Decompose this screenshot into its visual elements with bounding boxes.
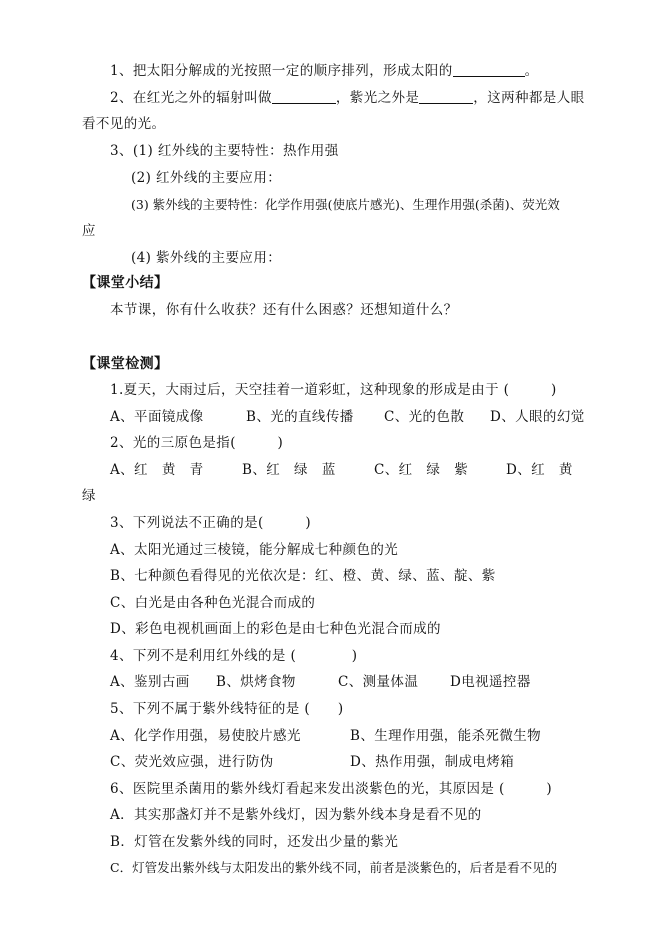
test-q2-options: [110, 461, 573, 479]
option-c: C．灯管发出紫外线与太阳发出的紫外线不同，前者是淡紫色的，后者是看不见的: [110, 860, 558, 875]
summary-text: 本节课，你有什么收获？还有什么困惑？还想知道什么？: [110, 302, 458, 318]
option-b: B．灯管在发紫外线的同时，还发出少量的紫光: [110, 834, 399, 850]
option-b: B、烘烤食物: [216, 674, 296, 690]
test-q4-stem: 4、下列不是利用红外线的是 ( ): [110, 648, 358, 664]
test-q5-stem: 5、下列不属于紫外线特征的是 ( ): [110, 701, 344, 717]
review-q3-1: 3、(1) 红外线的主要特性：热作用强: [110, 143, 339, 159]
test-q2-option-wrap: 绿: [82, 488, 96, 504]
review-q2-text-b: ，紫光之外是: [335, 90, 420, 106]
answer-blank: [272, 89, 336, 104]
option-d: D、人眼的幻觉: [490, 409, 585, 425]
test-q3-stem: 3、下列说法不正确的是( ): [110, 515, 312, 531]
option-c: C、光的色散: [384, 409, 465, 425]
option-d: D电视遥控器: [450, 674, 531, 690]
option-a: A、平面镜成像: [110, 409, 204, 425]
review-q3-4: (4) 紫外线的主要应用：: [131, 250, 282, 266]
review-q2: [110, 89, 585, 107]
option-a: A、太阳光通过三棱镜，能分解成七种颜色的光: [110, 542, 399, 558]
option-d: D、彩色电视机画面上的彩色是由七种色光混合而成的: [110, 621, 441, 637]
option-b: B、生理作用强，能杀死微生物: [350, 728, 542, 744]
answer-blank: [453, 62, 525, 77]
test-heading: 【课堂检测】: [82, 356, 169, 372]
test-q5-options-row2: [110, 753, 514, 771]
review-q2-text-a: 2、在红光之外的辐射叫做: [110, 90, 272, 106]
test-q6-stem: 6、医院里杀菌用的紫外线灯看起来发出淡紫色的光，其原因是 ( ): [110, 781, 553, 797]
review-q3-3-wrap: 应: [82, 223, 96, 239]
option-b: B、光的直线传播: [246, 409, 354, 425]
review-q3-3: (3) 紫外线的主要特性：化学作用强(使底片感光)、生理作用强(杀菌)、荧光效: [131, 197, 560, 212]
review-q2-line2: 看不见的光。: [82, 116, 166, 132]
test-q1-options: [110, 408, 585, 426]
option-d: D、红 黄: [506, 462, 573, 478]
review-q3-2: (2) 红外线的主要应用：: [131, 170, 282, 186]
option-c: C、白光是由各种色光混合而成的: [110, 595, 316, 611]
test-q1-stem: 1.夏天，大雨过后，天空挂着一道彩虹，这种现象的形成是由于 ( ): [110, 382, 557, 398]
option-d: D、热作用强，制成电烤箱: [350, 754, 515, 770]
option-b: B、红 绿 蓝: [242, 462, 336, 478]
test-q5-options-row1: [110, 727, 541, 745]
option-a: A、红 黄 青: [110, 462, 204, 478]
option-a: A、化学作用强，易使胶片感光: [110, 728, 301, 744]
review-q1-end: 。: [524, 63, 539, 79]
option-a: A．其实那盏灯并不是紫外线灯，因为紫外线本身是看不见的: [110, 807, 482, 823]
review-q1: [110, 62, 539, 80]
review-q1-text: 1、把太阳分解成的光按照一定的顺序排列，形成太阳的: [110, 63, 453, 79]
test-q4-options: [110, 673, 531, 691]
option-c: C、红 绿 紫: [374, 462, 469, 478]
answer-blank: [419, 89, 473, 104]
summary-heading: 【课堂小结】: [82, 275, 169, 291]
test-q2-stem: 2、光的三原色是指( ): [110, 435, 284, 451]
option-b: B、七种颜色看得见的光依次是：红、橙、黄、绿、蓝、靛、紫: [110, 568, 496, 584]
review-q2-text-c: ，这两种都是人眼: [473, 90, 585, 106]
option-c: C、测量体温: [338, 674, 419, 690]
option-a: A、鉴别古画: [110, 674, 190, 690]
option-c: C、荧光效应强，进行防伪: [110, 754, 274, 770]
